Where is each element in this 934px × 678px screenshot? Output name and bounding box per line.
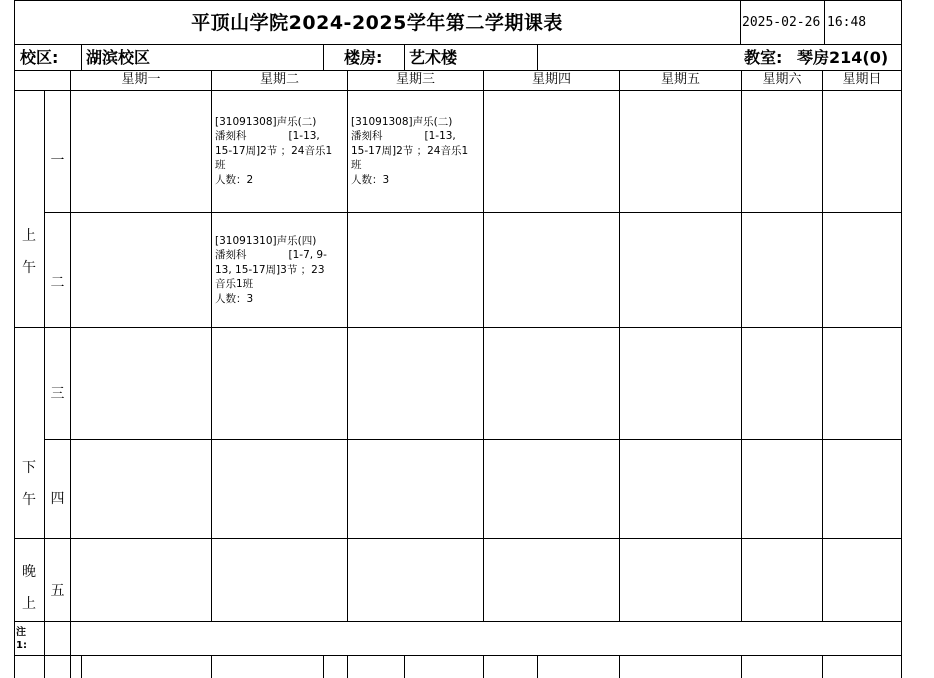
- day-header-sun: 星期日: [842, 72, 882, 87]
- print-date: 2025-02-26: [742, 15, 821, 30]
- grid-line-bottom-8: [619, 655, 620, 678]
- session-afternoon-char-1: 下: [22, 460, 36, 476]
- building-label: 楼房:: [344, 48, 383, 67]
- grid-line-info-campus: [81, 44, 82, 70]
- day-header-sat: 星期六: [762, 72, 802, 87]
- grid-line-bottom-10: [822, 655, 823, 678]
- grid-line-bottom-2: [211, 655, 212, 678]
- grid-line-bottom-4: [347, 655, 348, 678]
- course-headcount: 人数：3: [351, 173, 390, 186]
- grid-line-wed-thu: [483, 70, 484, 621]
- grid-line-bottom-7: [537, 655, 538, 678]
- grid-line-bottom-5: [404, 655, 405, 678]
- grid-line-info-building: [404, 44, 405, 70]
- grid-line-top: [14, 0, 902, 1]
- building-value: 艺术楼: [409, 48, 458, 67]
- grid-line-info-bottom: [14, 70, 902, 71]
- grid-line-thu-fri: [619, 70, 620, 621]
- day-header-fri: 星期五: [660, 72, 700, 87]
- grid-line-morning-bottom: [14, 327, 902, 328]
- course-teacher-weeks: 潘刻科 [1-13,: [215, 130, 320, 143]
- course-class: 音乐1班: [215, 278, 254, 291]
- period-label-1: 一: [50, 153, 65, 169]
- day-header-mon: 星期一: [121, 72, 161, 87]
- course-entry-wed-period-1[interactable]: [349, 115, 483, 195]
- course-class: 班: [351, 159, 362, 172]
- print-time: 16:48: [827, 15, 867, 30]
- session-evening-label: [14, 556, 44, 622]
- grid-line-title-time-left: [824, 0, 825, 44]
- course-headcount: 人数：3: [215, 292, 254, 305]
- grid-line-period-3-bottom: [45, 439, 902, 440]
- note-label: 注1:: [16, 627, 27, 651]
- grid-line-bottom-3: [323, 655, 324, 678]
- grid-line-session-col: [44, 90, 45, 678]
- grid-line-title-bottom: [14, 44, 902, 45]
- classroom-value: 琴房214(0): [797, 48, 889, 67]
- session-afternoon-char-2: 午: [22, 492, 36, 508]
- grid-line-note-bottom: [14, 655, 902, 656]
- course-code-name: [31091310]声乐(四): [215, 235, 317, 247]
- session-morning-label: [14, 220, 44, 286]
- session-morning-char-2: 午: [22, 260, 36, 276]
- classroom-label: 教室:: [744, 48, 783, 67]
- course-teacher-weeks: 潘刻科 [1-7, 9-: [215, 249, 327, 262]
- course-code-name: [31091308]声乐(二): [215, 116, 317, 128]
- grid-line-tue-wed: [347, 70, 348, 621]
- grid-line-period-col: [70, 70, 71, 678]
- period-label-5: 五: [50, 583, 65, 599]
- course-teacher-weeks: 潘刻科 [1-13,: [351, 130, 456, 143]
- grid-line-right: [901, 0, 902, 678]
- day-header-wed: 星期三: [395, 72, 435, 87]
- grid-line-bottom-9: [741, 655, 742, 678]
- grid-line-fri-sat: [741, 70, 742, 621]
- course-headcount: 人数：2: [215, 173, 254, 186]
- course-entry-tue-period-1[interactable]: [213, 115, 347, 195]
- grid-line-bottom-6: [483, 655, 484, 678]
- session-afternoon-label: [14, 452, 44, 518]
- period-label-4: 四: [50, 491, 65, 507]
- grid-line-mon-tue: [211, 70, 212, 621]
- day-header-thu: 星期四: [531, 72, 571, 87]
- grid-line-info-mid: [323, 44, 324, 70]
- grid-line-bottom-1: [81, 655, 82, 678]
- grid-line-info-end: [537, 44, 538, 70]
- course-code-name: [31091308]声乐(二): [351, 116, 453, 128]
- session-evening-char-2: 上: [22, 596, 36, 612]
- day-header-tue: 星期二: [259, 72, 299, 87]
- course-weeks-class: 13, 15-17周]3节 ；23: [215, 263, 325, 276]
- course-weeks-class: 15-17周]2节 ；24音乐1: [215, 144, 333, 157]
- grid-line-sat-sun: [822, 70, 823, 621]
- grid-line-period-1-bottom: [45, 212, 902, 213]
- grid-line-dayheader-bottom: [14, 90, 902, 91]
- campus-label: 校区:: [20, 48, 59, 67]
- grid-line-left: [14, 0, 15, 678]
- session-evening-char-1: 晚: [22, 564, 36, 580]
- grid-line-afternoon-bottom: [14, 538, 902, 539]
- grid-line-evening-bottom: [14, 621, 902, 622]
- schedule-title: 平顶山学院2024-2025学年第二学期课表: [191, 12, 563, 34]
- course-class: 班: [215, 159, 226, 172]
- course-entry-tue-period-2[interactable]: [213, 234, 347, 314]
- period-label-3: 三: [50, 386, 65, 402]
- campus-value: 湖滨校区: [86, 48, 151, 67]
- session-morning-char-1: 上: [22, 228, 36, 244]
- period-label-2: 二: [50, 275, 65, 291]
- course-weeks-class: 15-17周]2节 ；24音乐1: [351, 144, 469, 157]
- grid-line-title-date-left: [740, 0, 741, 44]
